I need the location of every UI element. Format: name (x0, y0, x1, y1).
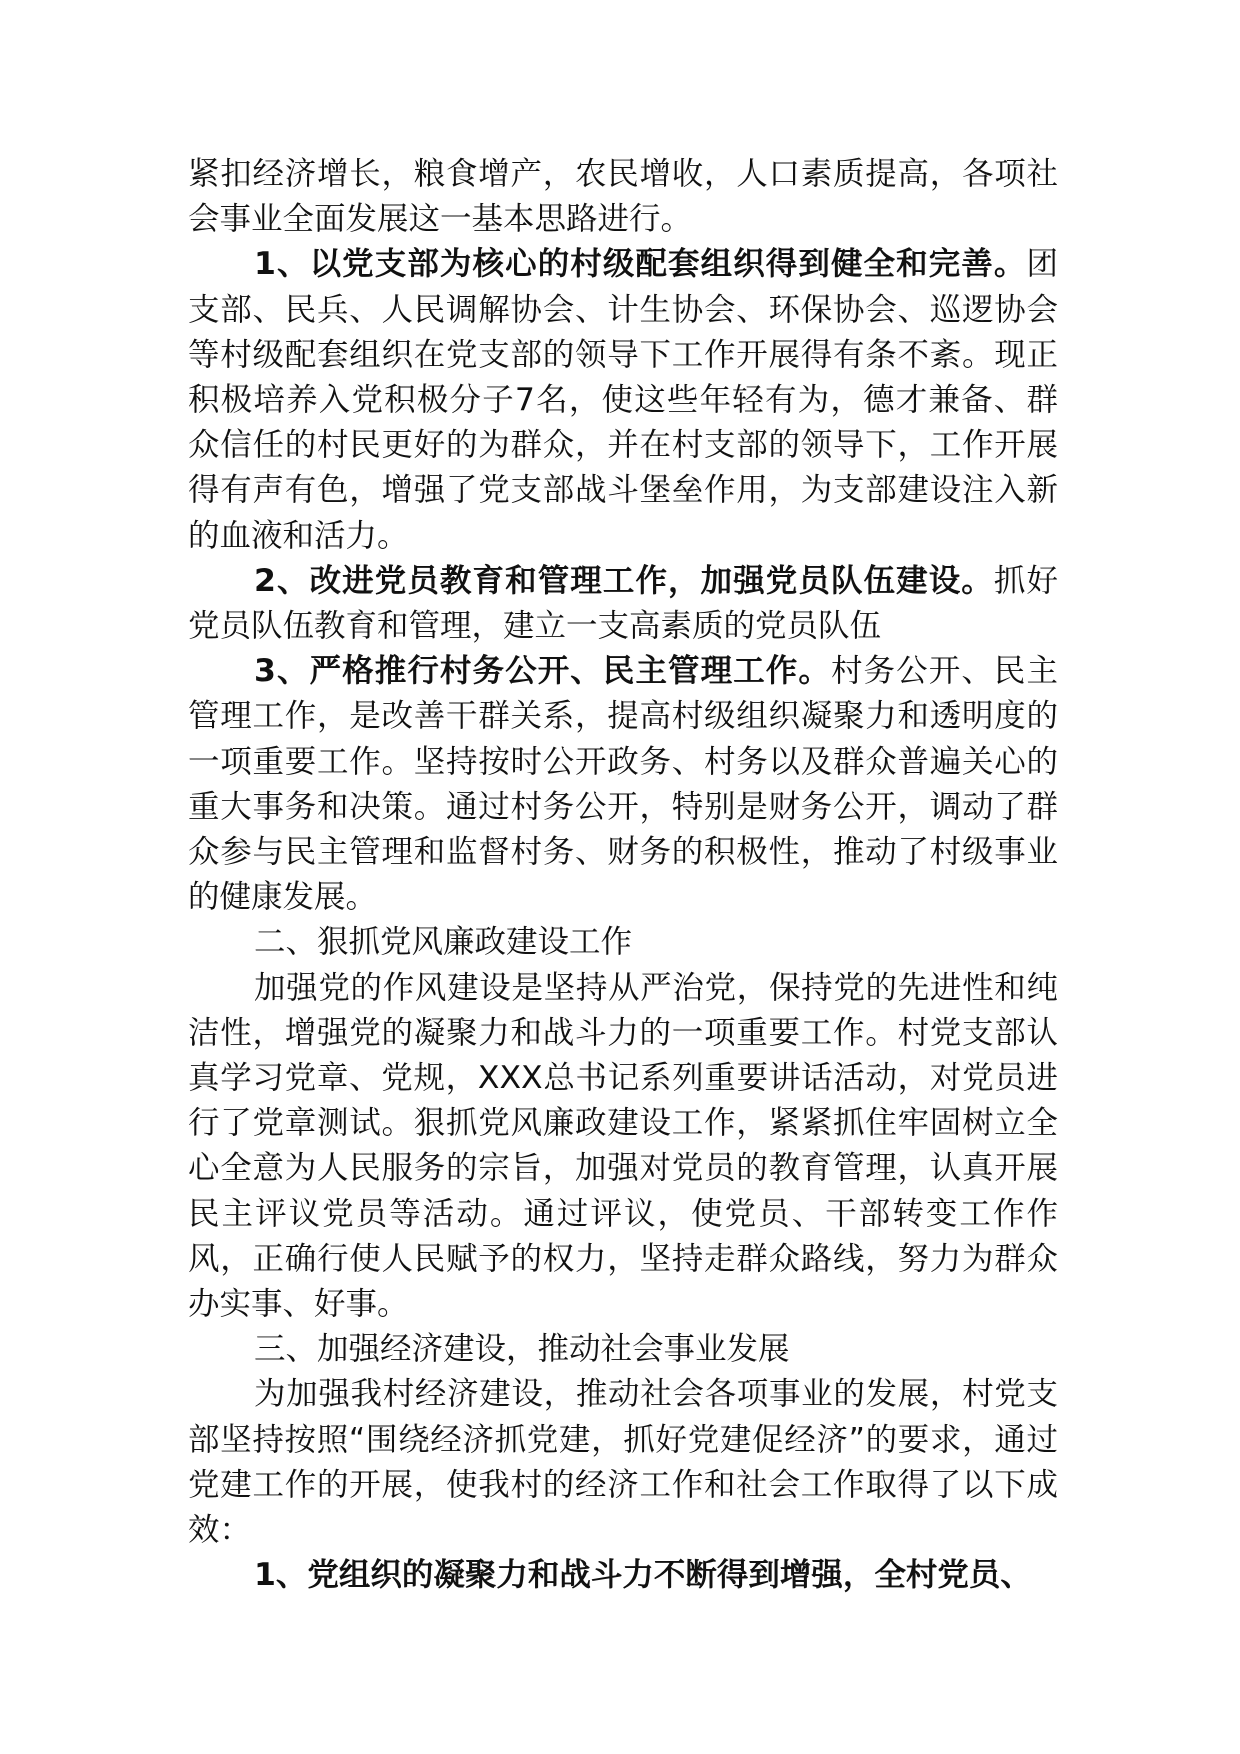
paragraph-item-1 (188, 242, 1058, 558)
paragraph-heading: 1、党组织的凝聚力和战斗力不断得到增强，全村党员、 (254, 1557, 1032, 1594)
paragraph-item-3 (188, 649, 1058, 920)
section-title: 二、狠抓党风廉政建设工作 (254, 924, 633, 961)
paragraph-text: 村务公开、民主管理工作，是改善干群关系，提高村级组织凝聚力和透明度的一项重要工作。坚持按时公开政务、村务以及群众普遍关心的重大事务和决策。通过村务公开，特别是财务公开，调动了群众参与民主管理和监督村务、财务的积极性，推动了村级事业的健康发展。 (188, 653, 1058, 916)
document-page (188, 152, 1058, 1599)
paragraph-section-2-body (188, 966, 1058, 1328)
paragraph-item-2 (188, 559, 1058, 649)
paragraph-section-3-body (188, 1372, 1058, 1553)
paragraph-heading: 2、改进党员教育和管理工作，加强党员队伍建设。 (254, 562, 994, 599)
section-heading-2 (188, 920, 1058, 965)
paragraph-text: 团支部、民兵、人民调解协会、计生协会、环保协会、巡逻协会等村级配套组织在党支部的领导下工作开展得有条不紊。现正积极培养入党积极分子7名，使这些年轻有为，德才兼备、群众信任的村民更好的为群众，并在村支部的领导下，工作开展得有声有色，增强了党支部战斗堡垒作用，为支部建设注入新的血液和活力。 (188, 246, 1058, 554)
paragraph-heading: 3、严格推行村务公开、民主管理工作。 (254, 653, 831, 690)
paragraph-item-3-1 (188, 1553, 1058, 1598)
paragraph-text: 紧扣经济增长，粮食增产，农民增收，人口素质提高，各项社会事业全面发展这一基本思路进行。 (188, 156, 1058, 238)
section-heading-3 (188, 1327, 1058, 1372)
paragraph-heading: 1、以党支部为核心的村级配套组织得到健全和完善。 (254, 246, 1027, 283)
paragraph-text: 加强党的作风建设是坚持从严治党，保持党的先进性和纯洁性，增强党的凝聚力和战斗力的一项重要工作。村党支部认真学习党章、党规，XXX总书记系列重要讲话活动，对党员进行了党章测试。狠抓党风廉政建设工作，紧紧抓住牢固树立全心全意为人民服务的宗旨，加强对党员的教育管理，认真开展民主评议党员等活动。通过评议，使党员、干部转变工作作风，正确行使人民赋予的权力，坚持走群众路线，努力为群众办实事、好事。 (188, 969, 1058, 1323)
paragraph-intro-continuation (188, 152, 1058, 242)
section-title: 三、加强经济建设，推动社会事业发展 (254, 1331, 790, 1368)
paragraph-text: 为加强我村经济建设，推动社会各项事业的发展，村党支部坚持按照“围绕经济抓党建，抓好党建促经济”的要求，通过党建工作的开展，使我村的经济工作和社会工作取得了以下成效： (188, 1376, 1058, 1549)
paragraph-text: 抓好党员队伍教育和管理，建立一支高素质的党员队伍 (188, 562, 1058, 645)
